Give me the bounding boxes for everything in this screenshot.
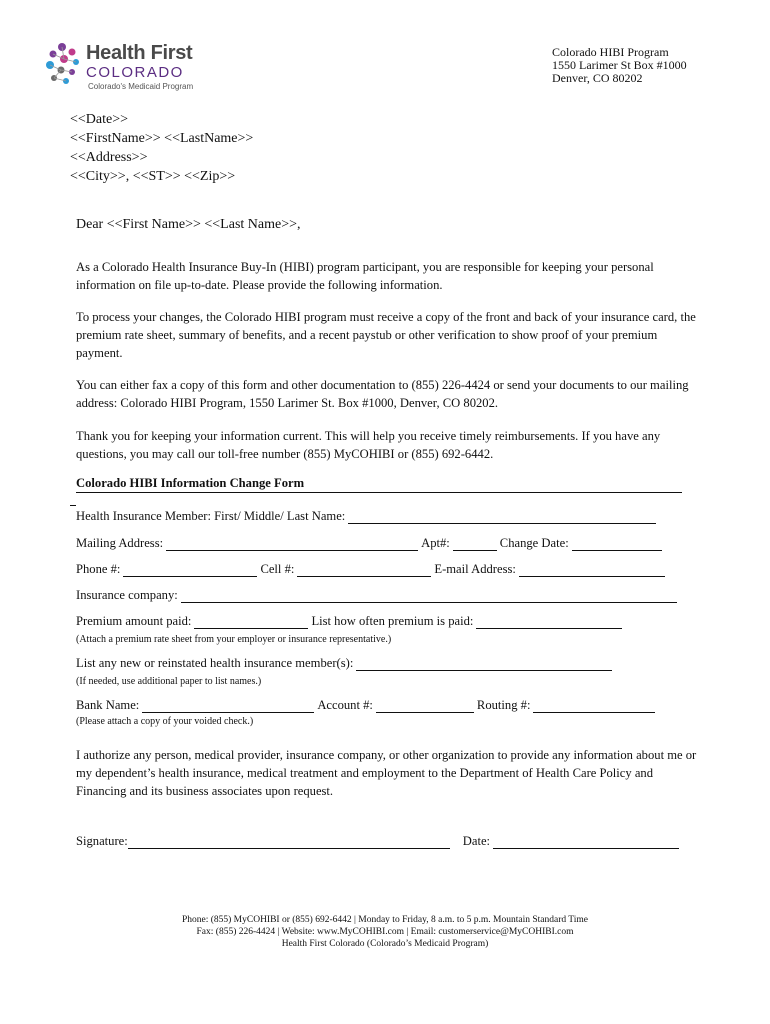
member-name-field[interactable] [348,511,656,524]
phone-row [76,562,668,577]
insurance-company-field[interactable] [181,590,677,603]
bank-note: (Please attach a copy of your voided check.) [76,716,254,727]
signature-field[interactable] [128,836,450,849]
footer [0,914,770,950]
recipient-line: <<Address>> [70,150,148,165]
member-name-row [76,509,659,524]
paragraph: To process your changes, the Colorado HIBI program must receive a copy of the front and back of your insurance card, the premium rate sheet, summary of benefits, and a recent paystub or other verification to show proof of your premium payment. [76,310,696,360]
paragraph: Thank you for keeping your information current. This will help you receive timely reimbursements. If you have any questions, you may call our toll-free number (855) MyCOHIBI or (855) 692-6442. [76,429,661,461]
logo-title: Health First [86,42,193,64]
signature-label: Signature: [76,834,128,848]
salutation: Dear <<First Name>> <<Last Name>>, [76,217,301,232]
apt-label: Apt#: [421,536,450,550]
email-field[interactable] [519,564,665,577]
form-title: Colorado HIBI Information Change Form [76,476,682,493]
members-note: (If needed, use additional paper to list names.) [76,676,262,687]
logo-subtitle: Colorado's Medicaid Program [88,82,194,91]
logo-colorado: COLORADO [86,64,184,81]
cell-field[interactable] [297,564,431,577]
date-field[interactable] [493,836,679,849]
mailing-address-field[interactable] [166,538,418,551]
email-label: E-mail Address: [434,562,516,576]
change-date-label: Change Date: [499,536,569,550]
premium-frequency-label: List how often premium is paid: [311,614,474,628]
phone-label: Phone #: [76,562,121,576]
members-row [76,656,615,671]
recipient-line: <<Date>> [70,112,129,127]
cell-label: Cell #: [260,562,295,576]
premium-amount-field[interactable] [194,616,308,629]
member-name-label: Health Insurance Member: First/ Middle/ Last Name: [76,509,346,523]
premium-note: (Attach a premium rate sheet from your employer or insurance representative.) [76,634,392,645]
recipient-line: <<City>>, <<ST>> <<Zip>> [70,169,236,184]
mailing-address-label: Mailing Address: [76,536,164,550]
footer-website: Fax: (855) 226-4424 | Website: www.MyCOHIBI.com | Email: customerservice@MyCOHIBI.com [196,927,574,937]
recipient-line: <<FirstName>> <<LastName>> [70,131,254,146]
change-date-field[interactable] [572,538,662,551]
members-field[interactable] [356,658,612,671]
routing-field[interactable] [533,700,655,713]
bank-name-label: Bank Name: [76,698,140,712]
phone-field[interactable] [123,564,257,577]
paragraph: You can either fax a copy of this form and other documentation to (855) 226-4424 or send your documents to our mailing address: Colorado HIBI Program, 1550 Larimer St. Box #1000, Denver, CO 80202. [76,378,689,410]
premium-row [76,614,625,629]
premium-amount-label: Premium amount paid: [76,614,192,628]
routing-label: Routing #: [476,698,531,712]
authorization-paragraph: I authorize any person, medical provider, insurance company, or other organization to provide any information about me or my dependent’s health insurance, medical treatment and employment to the Department of Health Care Policy and Financing and its business associates upon request. [76,748,697,798]
premium-frequency-field[interactable] [476,616,622,629]
return-address [552,46,687,85]
logo-dots-icon [44,42,84,86]
footer-program: Health First Colorado (Colorado’s Medicaid Program) [281,939,489,949]
insurance-company-label: Insurance company: [76,588,178,602]
return-address-line: Denver, CO 80202 [552,71,643,85]
return-address-line: 1550 Larimer St Box #1000 [552,58,687,72]
paragraph: As a Colorado Health Insurance Buy-In (HIBI) program participant, you are responsible for keeping your personal information on file up-to-date. Please provide the following information. [76,260,654,292]
insurance-company-row [76,588,680,603]
divider [70,505,76,506]
apt-field[interactable] [453,538,497,551]
account-field[interactable] [376,700,474,713]
account-label: Account #: [317,698,373,712]
bank-row [76,698,658,713]
mailing-row [76,536,665,551]
signature-row [76,834,682,849]
date-label: Date: [462,834,491,848]
footer-contact: Phone: (855) MyCOHIBI or (855) 692-6442 | Monday to Friday, 8 a.m. to 5 p.m. Mountain Standard Time [181,915,589,925]
bank-name-field[interactable] [142,700,314,713]
members-label: List any new or reinstated health insurance member(s): [76,656,354,670]
return-address-line: Colorado HIBI Program [552,45,669,59]
recipient-block [70,110,253,186]
health-first-colorado-logo [44,40,224,96]
